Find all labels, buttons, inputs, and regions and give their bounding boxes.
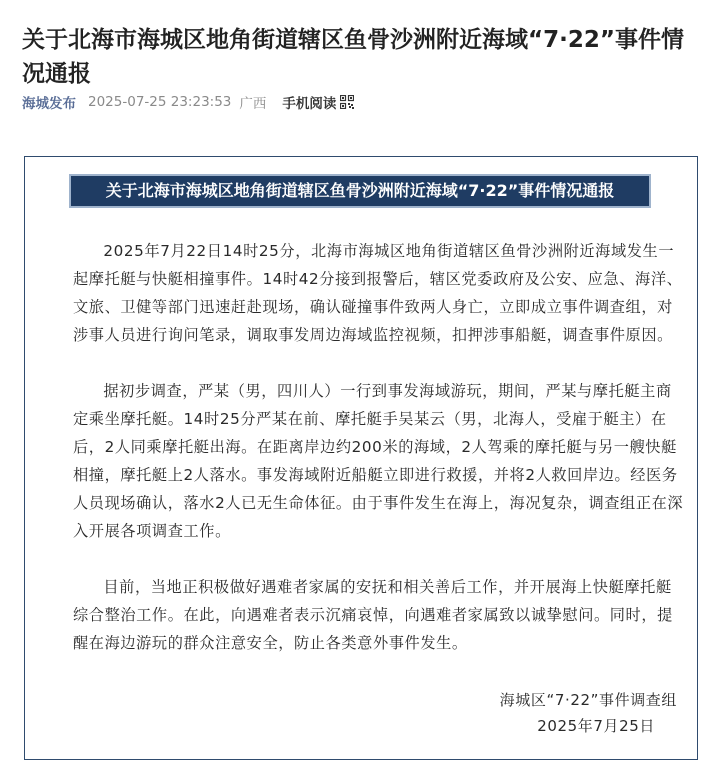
signature-organization: 海城区“7·22”事件调查组	[499, 691, 677, 709]
publish-time: 2025-07-25 23:23:53	[88, 94, 232, 110]
notice-paragraph: 2025年7月22日14时25分，北海市海城区地角街道辖区鱼骨沙洲附近海域发生一起摩托艇与快艇相撞事件。14时42分接到报警后，辖区党委政府及公安、应急、海洋、文旅、卫健等部门迅速赶赴现场，确认碰撞事件致两人身亡，立即成立事件调查组，对涉事人员进行询问笔录，调取事发周边海域监控视频，扣押涉事船艇，调查事件原因。	[73, 242, 683, 344]
article-meta	[22, 92, 354, 112]
source-account-link[interactable]: 海城发布	[22, 96, 76, 112]
notice-body	[73, 237, 685, 685]
notice-paragraph: 目前，当地正积极做好遇难者家属的安抚和相关善后工作，并开展海上快艇摩托艇综合整治工作。在此，向遇难者表示沉痛哀悼，向遇难者家属致以诚挚慰问。同时，提醒在海边游玩的群众注意安全，防止各类意外事件发生。	[73, 578, 673, 652]
notice-heading-banner: 关于北海市海城区地角街道辖区鱼骨沙洲附近海域“7·22”事件情况通报	[71, 176, 649, 206]
notice-document-image	[24, 156, 698, 760]
qr-code-icon[interactable]	[340, 95, 354, 109]
article-title: 关于北海市海城区地角街道辖区鱼骨沙洲附近海域“7·22”事件情况通报	[22, 27, 684, 88]
notice-paragraph: 据初步调查，严某（男，四川人）一行到事发海域游玩，期间，严某与摩托艇主商定乘坐摩托艇。14时25分严某在前、摩托艇手吴某云（男，北海人，受雇于艇主）在后，2人同乘摩托艇出海。在距离岸边约200米的海域，2人驾乘的摩托艇与另一艘快艇相撞，摩托艇上2人落水。事发海域附近船艇立即进行救援，并将2人救回岸边。经医务人员现场确认，落水2人已无生命体征。由于事件发生在海上，海况复杂，调查组正在深入开展各项调查工作。	[73, 382, 684, 540]
publish-location: 广西	[239, 96, 267, 112]
mobile-read-link[interactable]: 手机阅读	[282, 96, 337, 112]
signature-date: 2025年7月25日	[537, 717, 655, 735]
